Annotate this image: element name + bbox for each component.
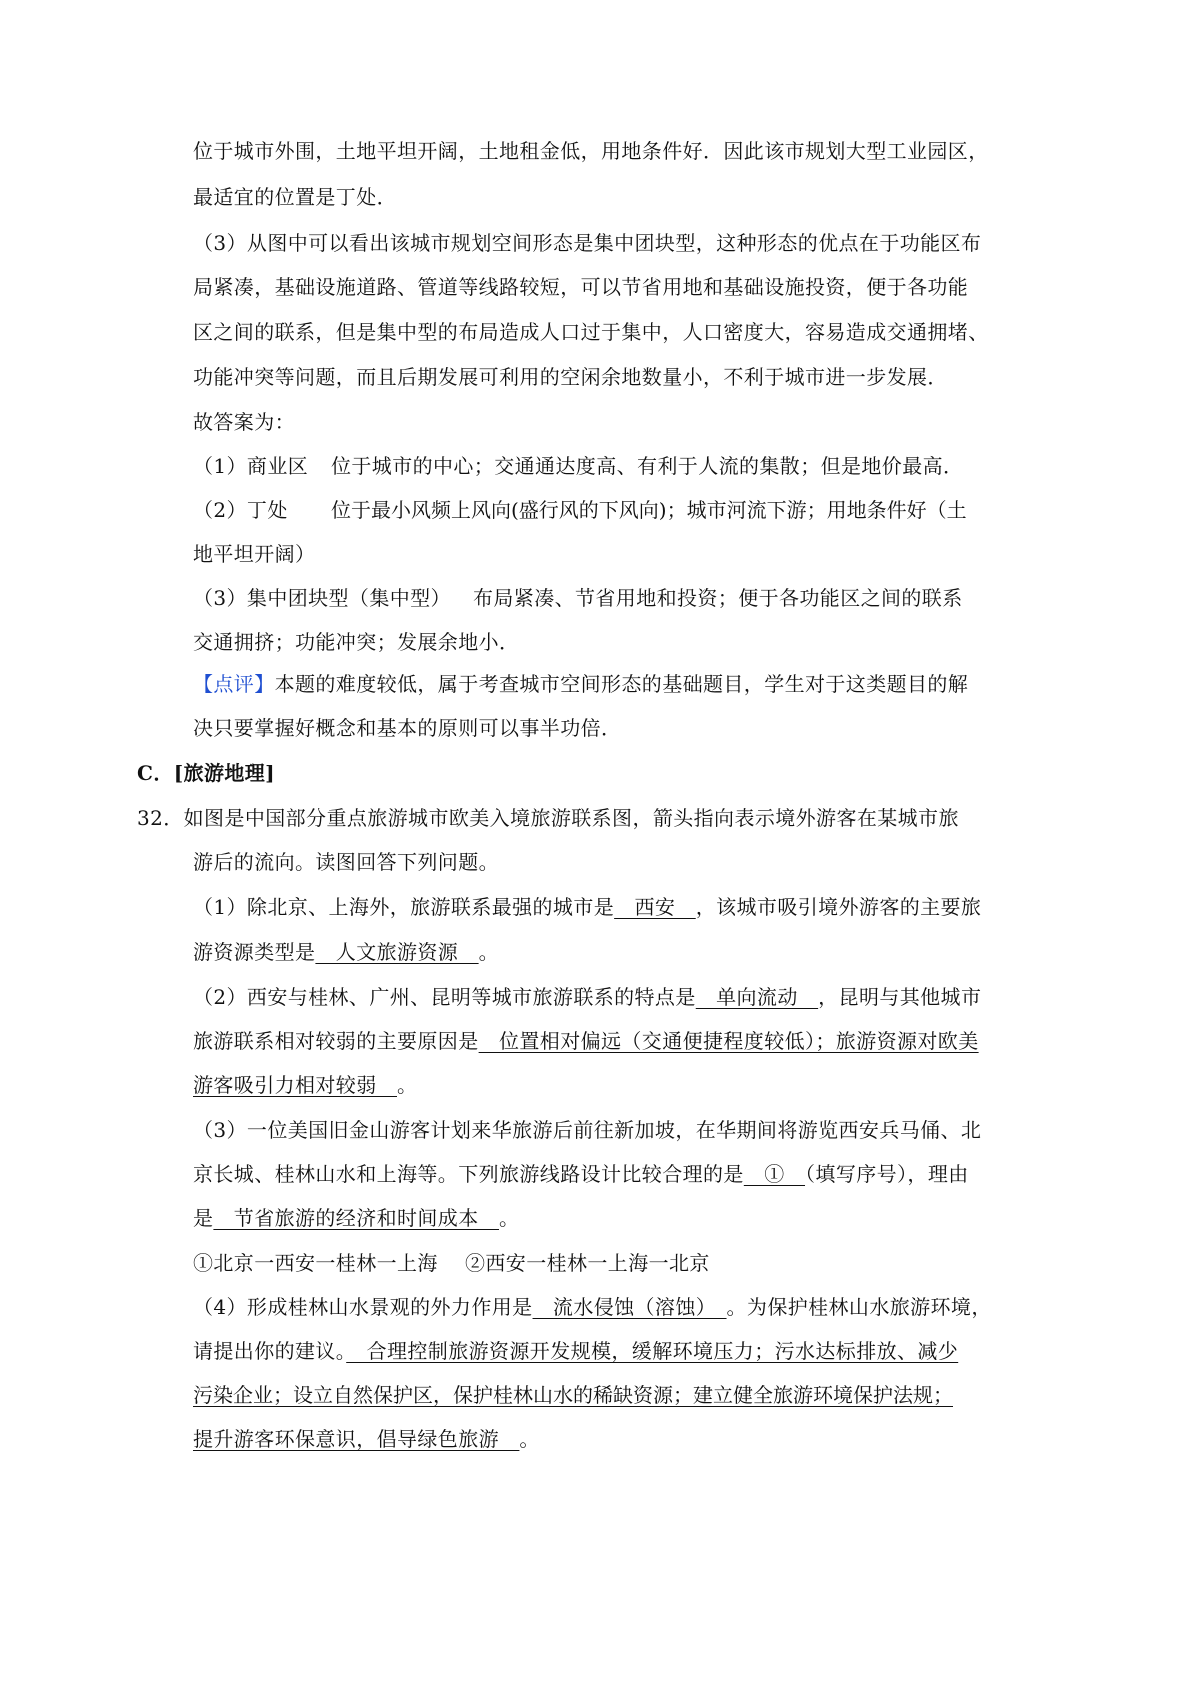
q3-prompt-cont: （填写序号），理由: [805, 1162, 969, 1186]
answer-2-number: （2）丁处: [193, 498, 288, 522]
q4-answer-force: 流水侵蚀（溶蚀）: [532, 1295, 727, 1319]
q32-stem-line2: 游后的流向。读图回答下列问题。: [193, 850, 499, 874]
analysis-part3-line1: （3）从图中可以看出该城市规划空间形态是集中团块型，这种形态的优点在于功能区布: [193, 231, 982, 255]
q32-part4-line1: [193, 1293, 992, 1321]
q3-option-1: ①北京一西安一桂林一上海: [193, 1251, 438, 1275]
answer-3-text: 布局紧凑、节省用地和投资；便于各功能区之间的联系: [473, 586, 963, 610]
q3-prompt3: 是: [193, 1206, 214, 1230]
q32-part3-line1: （3）一位美国旧金山游客计划来华旅游后前往新加坡，在华期间将游览西安兵马俑、北: [193, 1118, 982, 1142]
q2-end: 。: [397, 1073, 418, 1097]
q32-part2-line3: [193, 1071, 417, 1099]
analysis-part3-line4: 功能冲突等问题，而且后期发展可利用的空闲余地数量小，不利于城市进一步发展．: [193, 365, 948, 389]
comment-tag: 【点评】: [193, 672, 275, 696]
q32-stem-line1: 32．如图是中国部分重点旅游城市欧美入境旅游联系图，箭头指向表示境外游客在某城市旅: [137, 806, 959, 830]
q4-prompt: （4）形成桂林山水景观的外力作用是: [193, 1295, 533, 1319]
answer-3-continuation: 交通拥挤；功能冲突；发展余地小．: [193, 630, 520, 654]
q32-part4-line2: [193, 1337, 958, 1365]
q4-answer-advice-b: 污染企业；设立自然保护区，保护桂林山水的稀缺资源；建立健全旅游环境保护法规；: [193, 1383, 953, 1407]
comment-line2: 决只要掌握好概念和基本的原则可以事半功倍．: [193, 716, 622, 740]
q2-answer-feature: 单向流动: [695, 985, 819, 1009]
q4-prompt2: 请提出你的建议。: [193, 1339, 347, 1363]
answer-2-continuation: 地平坦开阔）: [193, 542, 316, 566]
q32-part1-line1: [193, 893, 981, 921]
q4-prompt-cont: 。为保护桂林山水旅游环境，: [726, 1295, 992, 1319]
q1-prompt-cont: ，该城市吸引境外游客的主要旅: [695, 895, 982, 919]
q32-part2-line2: [193, 1027, 979, 1055]
q2-prompt2: 旅游联系相对较弱的主要原因是: [193, 1029, 479, 1053]
q1-end: 。: [478, 940, 500, 964]
q32-part4-line4: [193, 1425, 540, 1453]
q32-part4-line3: [193, 1381, 953, 1409]
answer-1-text: 位于城市的中心；交通通达度高、有利于人流的集散；但是地价最高．: [331, 454, 964, 478]
analysis-part3-line3: 区之间的联系，但是集中型的布局造成人口过于集中，人口密度大，容易造成交通拥堵、: [193, 320, 989, 344]
q32-part3-line3: [193, 1204, 519, 1232]
q2-answer-reason-b: 游客吸引力相对较弱: [193, 1073, 397, 1097]
q3-prompt2: 京长城、桂林山水和上海等。下列旅游线路设计比较合理的是: [193, 1162, 744, 1186]
q3-answer-choice: ①: [743, 1162, 806, 1186]
q1-answer-resource: 人文旅游资源: [315, 940, 479, 964]
comment-text: 本题的难度较低，属于考查城市空间形态的基础题目，学生对于这类题目的解: [274, 672, 969, 696]
q3-option-2: ②西安一桂林一上海一北京: [465, 1251, 710, 1275]
q32-part3-line2: [193, 1160, 969, 1188]
q1-prompt2: 游资源类型是: [193, 940, 316, 964]
q32-part2-line1: [193, 983, 981, 1011]
q1-prompt: （1）除北京、上海外，旅游联系最强的城市是: [193, 895, 615, 919]
answer-1-number: （1）商业区: [193, 454, 309, 478]
analysis-part2-line2: 最适宜的位置是丁处．: [193, 185, 397, 209]
q1-answer-city: 西安: [614, 895, 696, 919]
q32-part1-line2: [193, 938, 499, 966]
q2-prompt-cont: ，昆明与其他城市: [818, 985, 982, 1009]
analysis-part3-line2: 局紧凑，基础设施道路、管道等线路较短，可以节省用地和基础设施投资，便于各功能: [193, 275, 969, 299]
section-title: C．[旅游地理]: [137, 761, 276, 785]
q4-answer-advice-a: 合理控制旅游资源开发规模，缓解环境压力；污水达标排放、减少: [346, 1339, 959, 1363]
q3-end: 。: [499, 1206, 520, 1230]
q4-end: 。: [519, 1427, 540, 1451]
analysis-part2-line1: 位于城市外围，土地平坦开阔，土地租金低，用地条件好．因此该市规划大型工业园区，: [193, 139, 989, 163]
answer-heading: 故答案为：: [193, 410, 295, 434]
comment-line1: [193, 670, 968, 698]
q2-prompt: （2）西安与桂林、广州、昆明等城市旅游联系的特点是: [193, 985, 696, 1009]
answer-3-number: （3）集中团块型（集中型）: [193, 586, 451, 610]
q3-answer-reason: 节省旅游的经济和时间成本: [213, 1206, 500, 1230]
answer-2-text: 位于最小风频上风向(盛行风的下风向)；城市河流下游；用地条件好（土: [331, 498, 967, 522]
q2-answer-reason-a: 位置相对偏远（交通便捷程度较低）；旅游资源对欧美: [478, 1029, 979, 1053]
q4-answer-advice-c: 提升游客环保意识，倡导绿色旅游: [193, 1427, 520, 1451]
